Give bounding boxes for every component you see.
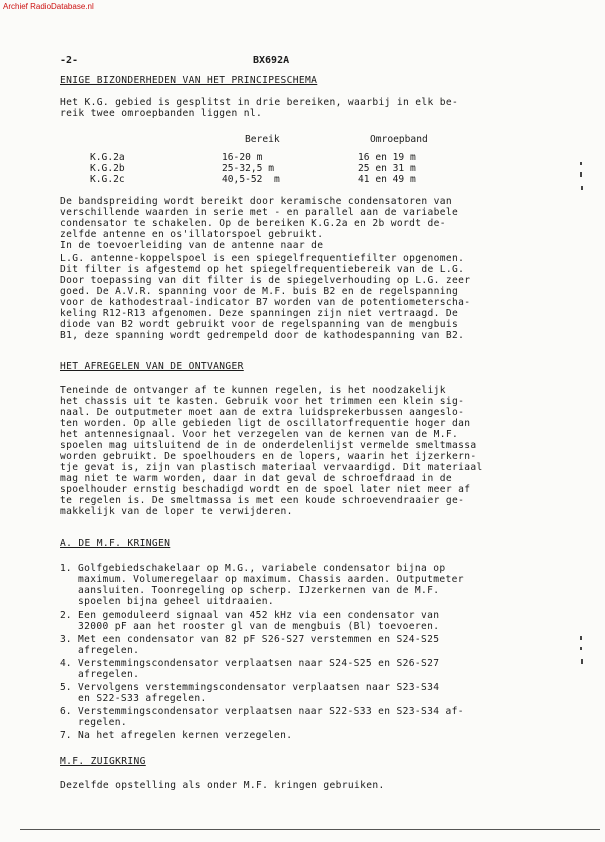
table-cell-name: K.G.2a (90, 152, 125, 163)
paragraph-line: verschillende waarden in serie met - en parallel aan de variabele (60, 207, 459, 218)
table-cell-bereik: 25-32,5 m (222, 163, 274, 174)
paragraph-line: keling R12-R13 afgenomen. Deze spanningen zijn niet vertraagd. De (60, 308, 459, 319)
table-cell-omroepband: 25 en 31 m (358, 163, 416, 174)
table-cell-omroepband: 16 en 19 m (358, 152, 416, 163)
paragraph-line: mag niet te warm worden, daar in dat geval de schroefdraad in de (60, 473, 453, 484)
page-bottom-rule (20, 829, 600, 830)
section-heading-mf-kringen: A. DE M.F. KRINGEN (60, 538, 171, 549)
list-item-number: 2. (60, 610, 72, 621)
list-item-line: Verstemmingscondensator verplaatsen naar S22-S33 en S23-S34 af- (78, 706, 464, 717)
table-cell-name: K.G.2b (90, 163, 125, 174)
paragraph-line: voor de kathodestraal-indicator B7 worden van de potentiometerscha- (60, 297, 471, 308)
paragraph-line: De bandspreiding wordt bereikt door keramische condensatoren van (60, 196, 453, 207)
paragraph-line: In de toevoerleiding van de antenne naar de (60, 240, 324, 251)
list-item-line: maximum. Volumeregelaar op maximum. Chassis aarden. Outputmeter (78, 574, 464, 585)
watermark: Archief RadioDatabase.nl (3, 2, 94, 11)
paragraph-line: het chassis uit te kasten. Gebruik voor het trimmen een klein sig- (60, 396, 465, 407)
list-item-line: Vervolgens verstemmingscondensator verplaatsen naar S23-S34 (78, 682, 440, 693)
scan-mark (581, 186, 583, 190)
paragraph-line: spoelhouder ernstig beschadigd wordt en de spoel later niet meer af (60, 484, 471, 495)
list-item-line: spoelen bijna geheel uitdraaien. (78, 596, 275, 607)
paragraph-line: naal. De outputmeter moet aan de extra luidsprekerbussen aangeslo- (60, 407, 465, 418)
paragraph-line: B1, deze spanning wordt gedrempeld door de kathodespanning van B2. (60, 330, 465, 341)
paragraph-line: Door toepassing van dit filter is de spiegelverhouding op L.G. zeer (60, 275, 471, 286)
list-item-line: Na het afregelen kernen verzegelen. (78, 730, 293, 741)
page-number: -2- (60, 55, 79, 66)
list-item-number: 5. (60, 682, 72, 693)
table-cell-bereik: 40,5-52 m (222, 174, 280, 185)
section-heading-principeschema: ENIGE BIZONDERHEDEN VAN HET PRINCIPESCHEMA (60, 75, 318, 86)
list-item-line: Golfgebiedschakelaar op M.G., variabele condensator bijna op (78, 563, 446, 574)
list-item-number: 1. (60, 563, 72, 574)
paragraph-line: Het K.G. gebied is gesplitst in drie bereiken, waarbij in elk be- (60, 97, 459, 108)
table-cell-name: K.G.2c (90, 174, 125, 185)
table-header-bereik: Bereik (245, 134, 280, 145)
paragraph-line: goed. De A.V.R. spanning voor de M.F. buis B2 en de regelspanning (60, 286, 459, 297)
paragraph-line: condensator te schakelen. Op de bereiken K.G.2a en 2b wordt de- (60, 218, 446, 229)
list-item-line: regelen. (78, 717, 128, 728)
paragraph-line: Dezelfde opstelling als onder M.F. kringen gebruiken. (60, 780, 385, 791)
paragraph-line: spoelen mag uitsluitend de in de onderdelenlijst vermelde smeltmassa (60, 440, 477, 451)
paragraph-line: het antennesignaal. Voor het verzegelen van de kernen van de M.F. (60, 429, 459, 440)
list-item-number: 4. (60, 658, 72, 669)
list-item-line: Een gemoduleerd signaal van 452 kHz via een condensator van (78, 610, 440, 621)
list-item-line: Verstemmingscondensator verplaatsen naar S24-S25 en S26-S27 (78, 658, 440, 669)
paragraph-line: makkelijk van de loper te verwijderen. (60, 506, 293, 517)
scan-mark (580, 162, 582, 165)
list-item-line: Met een condensator van 82 pF S26-S27 verstemmen en S24-S25 (78, 634, 440, 645)
list-item-line: aansluiten. Toonregeling op scherp. IJzerkernen van de M.F. (78, 585, 440, 596)
list-item-line: afregelen. (78, 645, 140, 656)
paragraph-line: reik twee omroepbanden liggen nl. (60, 108, 263, 119)
list-item-line: 32000 pF aan het rooster gl van de mengbuis (Bl) toevoeren. (78, 621, 440, 632)
scan-mark (580, 636, 582, 640)
section-heading-afregelen: HET AFREGELEN VAN DE ONTVANGER (60, 361, 244, 372)
scan-mark (581, 659, 583, 664)
paragraph-line: te regelen is. De smeltmassa is met een koude schroevendraaier ge- (60, 495, 465, 506)
table-cell-omroepband: 41 en 49 m (358, 174, 416, 185)
paragraph-line: Dit filter is afgestemd op het spiegelfrequentiebereik van de L.G. (60, 264, 465, 275)
list-item-number: 6. (60, 706, 72, 717)
model-number: BX692A (253, 55, 290, 66)
table-header-omroepband: Omroepband (370, 134, 428, 145)
table-cell-bereik: 16-20 m (222, 152, 263, 163)
paragraph-line: ten worden. Op alle gebieden ligt de oscillatorfrequentie hoger dan (60, 418, 471, 429)
list-item-line: en S22-S33 afregelen. (78, 693, 207, 704)
paragraph-line: L.G. antenne-koppelspoel is een spiegelfrequentiefilter opgenomen. (60, 253, 465, 264)
paragraph-line: worden gebruikt. De spoelhouders en de lopers, waarin het ijzerkern- (60, 451, 477, 462)
list-item-number: 7. (60, 730, 72, 741)
list-item-number: 3. (60, 634, 72, 645)
paragraph-line: zelfde antenne en os'illatorspoel gebruikt. (60, 229, 324, 240)
paragraph-line: tje gevat is, zijn van plastisch materiaal vervaardigd. Dit materiaal (60, 462, 483, 473)
scan-mark (580, 172, 582, 177)
list-item-line: afregelen. (78, 669, 140, 680)
paragraph-line: diode van B2 wordt gebruikt voor de regelspanning van de mengbuis (60, 319, 459, 330)
section-heading-mf-zuigkring: M.F. ZUIGKRING (60, 756, 146, 767)
paragraph-line: Teneinde de ontvanger af te kunnen regelen, is het noodzakelijk (60, 385, 446, 396)
scan-mark (580, 647, 582, 650)
